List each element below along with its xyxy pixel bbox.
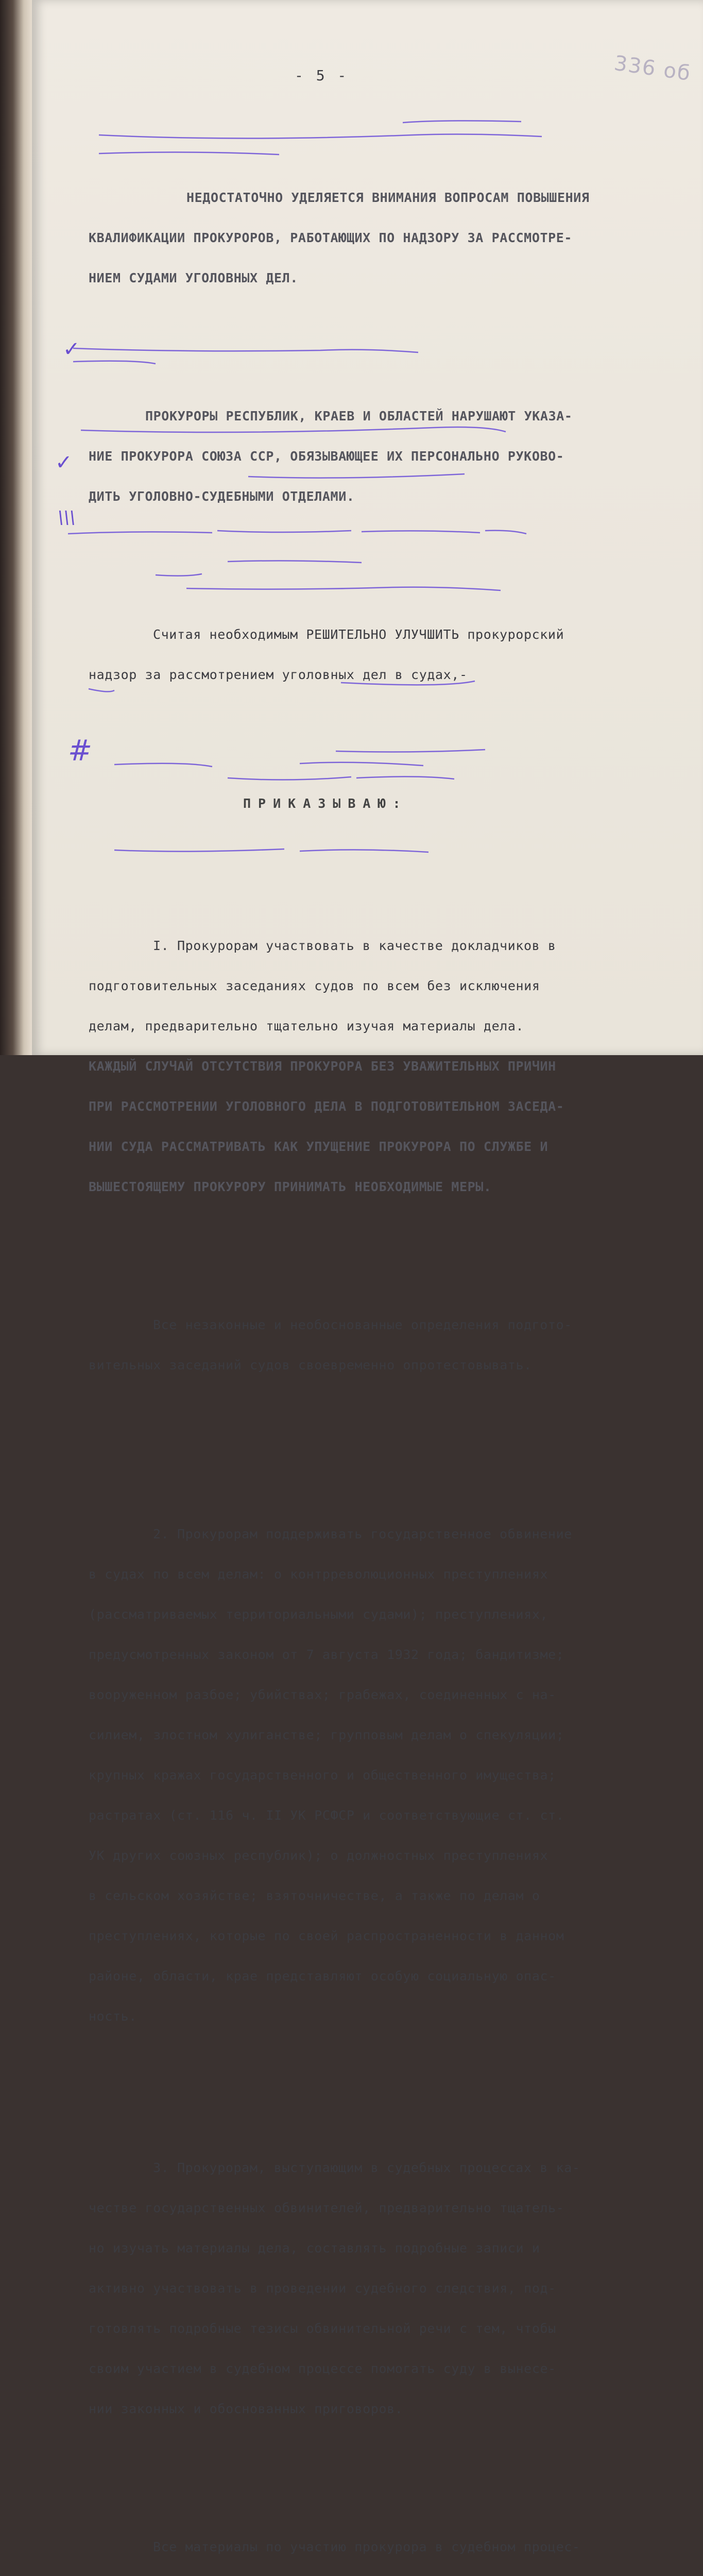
text-line: растратах (ст. 116 ч. II УК РСФСР и соответствующие ст. ст.: [89, 1808, 564, 1823]
text-line: I. Прокурорам участвовать в качестве докладчиков в: [153, 938, 556, 953]
margin-check-mark-1: ✓: [63, 337, 80, 361]
text-line: крупных кражах государственного и общественного имущества;: [89, 1768, 556, 1783]
text-line: НЕДОСТАТОЧНО УДЕЛЯЕТСЯ ВНИМАНИЯ ВОПРОСАМ ПОВЫШЕНИЯ: [186, 190, 590, 205]
text-line: НИИ СУДА РАССМАТРИВАТЬ КАК УПУЩЕНИЕ ПРОКУРОРА ПО СЛУЖБЕ И: [89, 1139, 548, 1154]
intro-paragraph-2: [89, 383, 655, 530]
text-line: ВЫШЕСТОЯЩЕМУ ПРОКУРОРУ ПРИНИМАТЬ НЕОБХОДИМЫЕ МЕРЫ.: [89, 1179, 492, 1194]
text-line: преступлениях, которые по своей распространенности в данном: [89, 1928, 564, 1943]
text-line: надзор за рассмотрением уголовных дел в судах,-: [89, 667, 468, 682]
order-item-3-paragraph-2: [89, 2514, 655, 2576]
text-line: делам, предварительно тщательно изучая материалы дела.: [89, 1019, 524, 1033]
document-body: [89, 62, 655, 2576]
text-line: предусмотренных законом от 7 августа 1932 года; бандитизме;: [89, 1647, 564, 1662]
text-line: ность.: [89, 2009, 137, 2024]
text-line: активно участвовать в проведении судебного следствия, под-: [89, 2281, 556, 2296]
order-item-2: [89, 1501, 655, 2050]
text-line: КВАЛИФИКАЦИИ ПРОКУРОРОВ, РАБОТАЮЩИХ ПО НАДЗОРУ ЗА РАССМОТРЕ-: [89, 230, 573, 245]
text-line: Все незаконные и необоснованные определения подгото-: [153, 1317, 572, 1332]
text-line: но изучать материалы дела, составлять подробные записи и: [89, 2241, 540, 2256]
text-line: ПРИ РАССМОТРЕНИИ УГОЛОВНОГО ДЕЛА В ПОДГОТОВИТЕЛЬНОМ ЗАСЕДА-: [89, 1099, 564, 1114]
text-line: 3. Прокурорам, выступающим в судебных процессах в ка-: [153, 2160, 580, 2175]
order-item-3: [89, 2134, 655, 2443]
text-line: в сельском хозяйстве; взяточничестве, а также по делам о: [89, 1888, 540, 1903]
text-line: Все материалы по участию прокурора в судебном процес-: [153, 2539, 580, 2554]
text-line: готовлять подробные тезисы обвинительной речи с тем, чтобы: [89, 2321, 556, 2336]
text-line: вительных заседаний судов своевременно опротестовывать.: [89, 1358, 532, 1372]
text-line: НИЕ ПРОКУРОРА СОЮЗА ССР, ОБЯЗЫВАЮЩЕЕ ИХ ПЕРСОНАЛЬНО РУКОВО-: [89, 449, 564, 464]
text-line: нии законных и обоснованных приговоров.: [89, 2401, 403, 2416]
book-binding: [0, 0, 32, 1055]
page-number: - 5 -: [295, 67, 349, 84]
text-line: честве государственных обвинителей, предварительно тщатель-: [89, 2200, 564, 2215]
order-heading: ПРИКАЗЫВАЮ:: [243, 796, 408, 811]
text-line: УК других союзных республик); о должностных преступлениях: [89, 1848, 548, 1863]
text-line: своим участием в судебном процессе помогать суду в вынесе-: [89, 2361, 556, 2376]
text-line: Считая необходимым РЕШИТЕЛЬНО УЛУЧШИТЬ прокурорский: [153, 627, 564, 642]
margin-check-mark-2: ✓: [55, 451, 73, 474]
text-line: ДИТЬ УГОЛОВНО-СУДЕБНЫМИ ОТДЕЛАМИ.: [89, 489, 355, 504]
text-line: вооруженном разбое; убийствах; грабежах, соединенных с на-: [89, 1687, 556, 1702]
document-page: [32, 0, 703, 2554]
order-item-1: [89, 912, 655, 1221]
text-line: подготовительных заседаниях судов по всем без исключения: [89, 978, 540, 993]
archive-folio-number: 336 об: [612, 51, 693, 86]
text-line: в судах по всем делам: о контрреволюционных преступлениях: [89, 1567, 548, 1582]
intro-paragraph-1: [89, 164, 655, 312]
text-line: 2. Прокурорам поддерживать государственное обвинение: [153, 1527, 572, 1541]
text-line: силием, злостном хулиганстве; групповым делам о спекуляции;: [89, 1727, 564, 1742]
text-line: районе, области, крае представляют особую социальную опас-: [89, 1969, 556, 1984]
margin-hatch-mark: \\\: [58, 507, 76, 528]
margin-hash-mark: #: [68, 734, 92, 768]
order-item-1-paragraph-2: [89, 1292, 655, 1399]
text-line: ПРОКУРОРЫ РЕСПУБЛИК, КРАЕВ И ОБЛАСТЕЙ НАРУШАЮТ УКАЗА-: [145, 409, 573, 423]
intro-paragraph-3: [89, 601, 655, 708]
text-line: КАЖДЫЙ СЛУЧАЙ ОТСУТСТВИЯ ПРОКУРОРА БЕЗ УВАЖИТЕЛЬНЫХ ПРИЧИН: [89, 1059, 556, 1074]
text-line: (рассматриваемых территориальными судами); преступлениях,: [89, 1607, 548, 1622]
text-line: НИЕМ СУДАМИ УГОЛОВНЫХ ДЕЛ.: [89, 270, 298, 285]
